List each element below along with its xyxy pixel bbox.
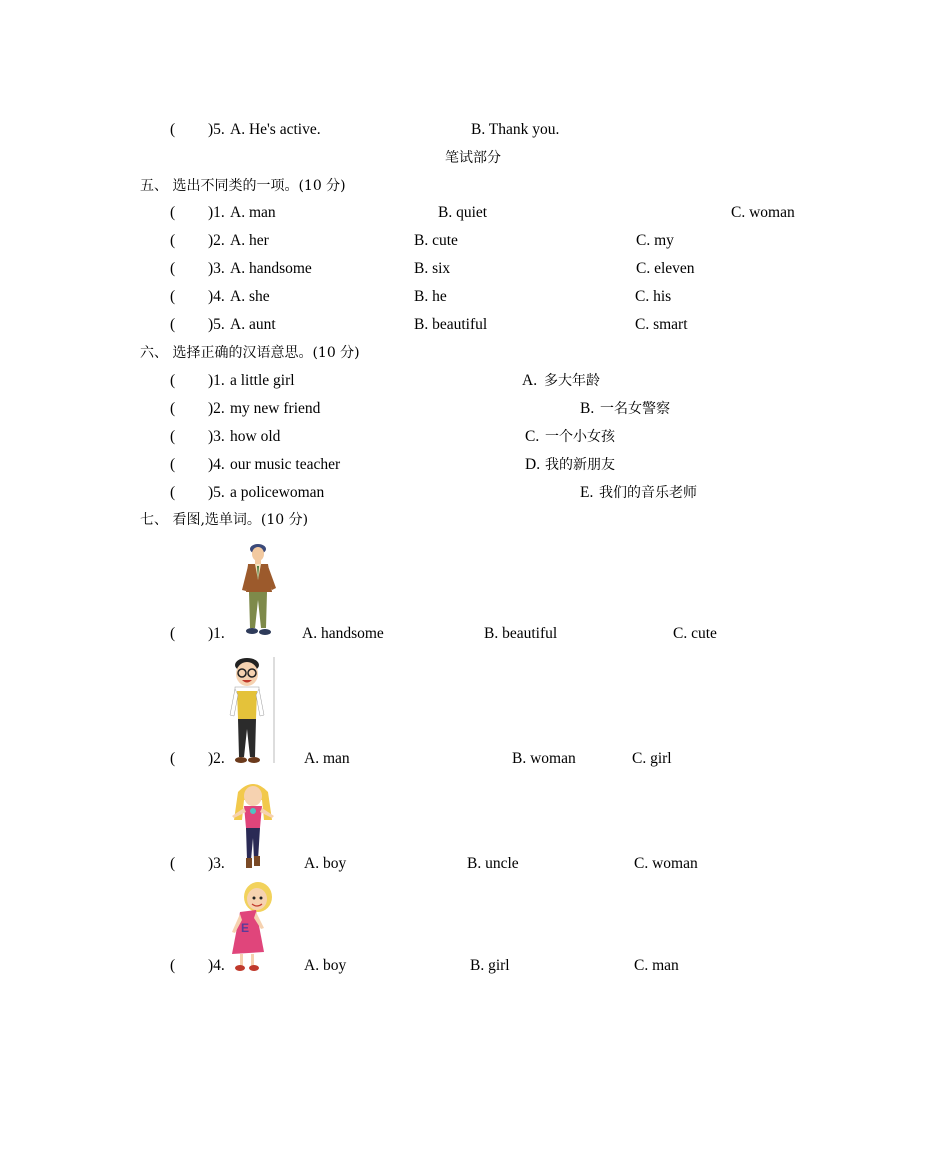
section5-title: 五、 选出不同类的一项。(10 分) (140, 178, 346, 194)
option-c: C. his (635, 288, 672, 305)
question-number: )4. (208, 288, 225, 305)
paren-open: ( (170, 260, 176, 277)
english-phrase: how old (230, 428, 281, 445)
question-number: )1. (208, 625, 225, 642)
paren-open: ( (170, 855, 176, 872)
girl-in-pink-dress-illustration (226, 880, 276, 972)
chinese-meaning: 一名女警察 (600, 401, 670, 417)
option-b: B. woman (512, 750, 576, 767)
option-a: A. boy (304, 957, 347, 974)
paren-open: ( (170, 484, 176, 501)
option-a: A. handsome (230, 260, 312, 277)
paren-open: ( (170, 288, 176, 305)
section7-title: 七、 看图,选单词。(10 分) (140, 512, 309, 528)
option-a: A. handsome (302, 625, 384, 642)
question-number: )3. (208, 428, 225, 445)
option-a: A. her (230, 232, 269, 249)
english-phrase: a little girl (230, 372, 295, 389)
question-number: )4. (208, 456, 225, 473)
question-number: )5. (208, 484, 225, 501)
man-with-glasses-illustration (226, 657, 276, 765)
written-section-header: 笔试部分 (445, 150, 501, 166)
paren-open: ( (170, 316, 176, 333)
paren-open: ( (170, 400, 176, 417)
question-number: )2. (208, 232, 225, 249)
option-letter: D. (525, 456, 541, 473)
english-phrase: our music teacher (230, 456, 341, 473)
option-a: A. man (304, 750, 350, 767)
chinese-meaning: 我的新朋友 (545, 457, 615, 473)
chinese-meaning: 多大年龄 (544, 373, 600, 389)
option-letter: C. (525, 428, 540, 445)
option-b: B. beautiful (484, 625, 558, 642)
option-b: B. quiet (438, 204, 488, 221)
option-b: B. six (414, 260, 451, 277)
blonde-woman-illustration (228, 780, 278, 872)
paren-open: ( (170, 456, 176, 473)
option-c: C. eleven (636, 260, 695, 277)
paren-open: ( (170, 957, 176, 974)
paren-open: ( (170, 232, 176, 249)
paren-open: ( (170, 121, 176, 138)
option-c: C. man (634, 957, 679, 974)
option-a: A. He's active. (230, 121, 321, 138)
option-c: C. cute (673, 625, 717, 642)
option-a: A. man (230, 204, 276, 221)
option-letter: E. (580, 484, 594, 501)
option-c: C. woman (634, 855, 698, 872)
question-number: )5. (208, 121, 225, 138)
option-letter: A. (522, 372, 538, 389)
option-b: B. beautiful (414, 316, 488, 333)
option-b: B. girl (470, 957, 510, 974)
option-c: C. woman (731, 204, 795, 221)
chinese-meaning: 我们的音乐老师 (599, 485, 697, 501)
option-letter: B. (580, 400, 595, 417)
question-number: )2. (208, 750, 225, 767)
option-a: A. boy (304, 855, 347, 872)
english-phrase: a policewoman (230, 484, 325, 501)
paren-open: ( (170, 750, 176, 767)
english-phrase: my new friend (230, 400, 321, 417)
option-b: B. Thank you. (471, 121, 560, 138)
option-a: A. aunt (230, 316, 276, 333)
section6-title: 六、 选择正确的汉语意思。(10 分) (140, 345, 360, 361)
question-number: )1. (208, 204, 225, 221)
option-b: B. cute (414, 232, 458, 249)
option-c: C. girl (632, 750, 672, 767)
question-number: )5. (208, 316, 225, 333)
question-number: )3. (208, 260, 225, 277)
paren-open: ( (170, 428, 176, 445)
paren-open: ( (170, 204, 176, 221)
svg-text:E: E (241, 921, 250, 935)
option-c: C. my (636, 232, 674, 249)
option-b: B. he (414, 288, 447, 305)
option-b: B. uncle (467, 855, 519, 872)
option-c: C. smart (635, 316, 688, 333)
paren-open: ( (170, 372, 176, 389)
option-a: A. she (230, 288, 270, 305)
paren-open: ( (170, 625, 176, 642)
chinese-meaning: 一个小女孩 (545, 429, 615, 445)
question-number: )4. (208, 957, 225, 974)
question-number: )1. (208, 372, 225, 389)
man-in-suit-illustration (236, 540, 282, 636)
question-number: )2. (208, 400, 225, 417)
question-number: )3. (208, 855, 225, 872)
